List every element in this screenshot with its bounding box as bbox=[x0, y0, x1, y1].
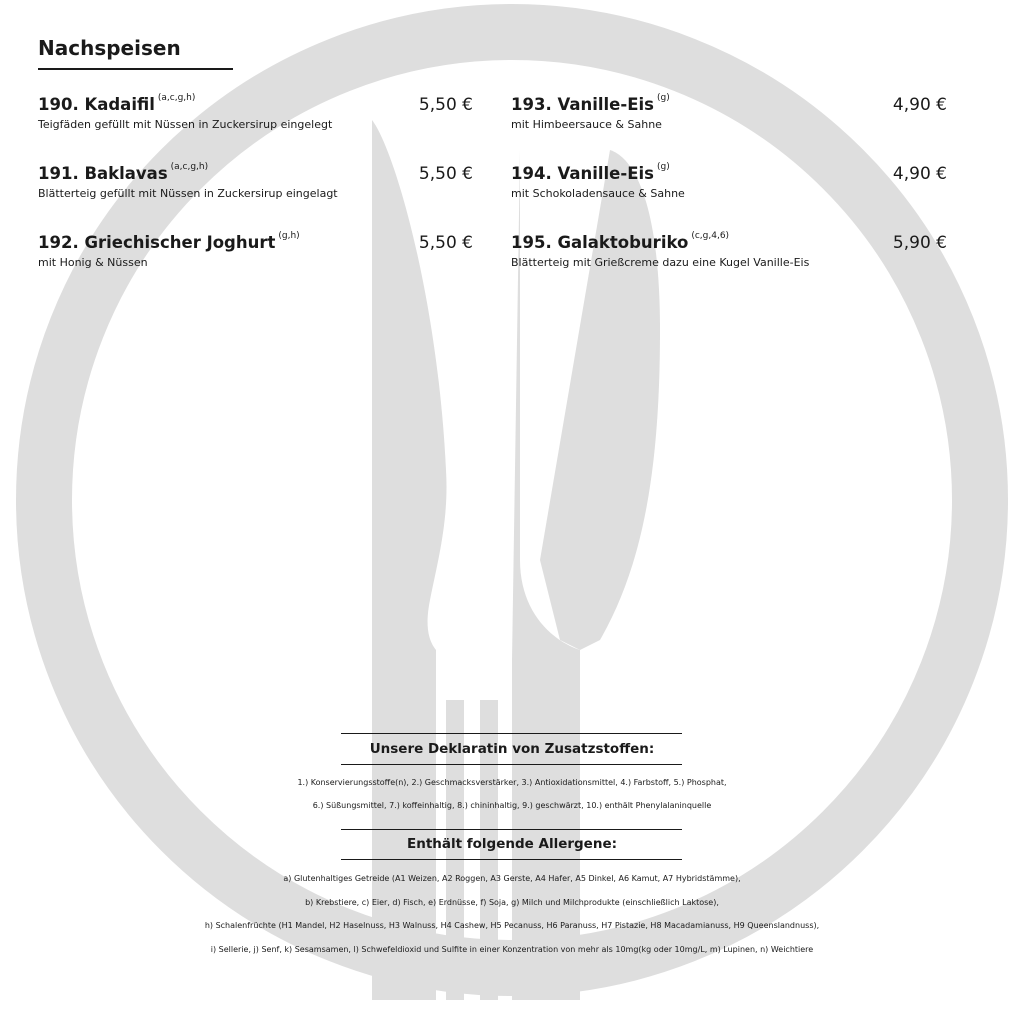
item-description: mit Honig & Nüssen bbox=[38, 256, 148, 269]
item-allergens: (g) bbox=[656, 93, 670, 103]
additives-line: 1.) Konservierungsstoffe(n), 2.) Geschmacksverstärker, 3.) Antioxidationsmittel, 4.) Farbstoff, 5.) Phosphat, bbox=[297, 778, 727, 787]
divider bbox=[341, 859, 682, 860]
menu-item bbox=[511, 164, 685, 200]
item-allergens: (a,c,g,h) bbox=[157, 93, 196, 103]
item-description: Blätterteig gefüllt mit Nüssen in Zuckersirup eingelagt bbox=[38, 187, 338, 200]
allergens-line: i) Sellerie, j) Senf, k) Sesamsamen, l) Schwefeldioxid und Sulfite in einer Konzentration von mehr als 10mg(kg oder 10mg/L, m) Lupinen, n) Weichtiere bbox=[210, 945, 814, 954]
item-price: 4,90 € bbox=[892, 164, 947, 184]
item-allergens: (g) bbox=[656, 162, 670, 172]
menu-item bbox=[38, 95, 332, 131]
item-name: 195. Galaktoburiko $^{(c,g,4,6)}$ bbox=[511, 231, 730, 252]
item-description: Teigfäden gefüllt mit Nüssen in Zuckersirup eingelegt bbox=[38, 118, 333, 131]
item-name: 193. Vanille-Eis $^{(g)}$ bbox=[511, 93, 670, 114]
item-description: mit Himbeersauce & Sahne bbox=[511, 118, 662, 131]
item-name: 194. Vanille-Eis $^{(g)}$ bbox=[511, 162, 670, 183]
item-price: 5,50 € bbox=[418, 164, 473, 184]
divider bbox=[341, 829, 682, 830]
item-description: Blätterteig mit Grießcreme dazu eine Kugel Vanille-Eis bbox=[511, 256, 810, 269]
item-allergens: (c,g,4,6) bbox=[691, 231, 730, 241]
menu-item bbox=[511, 95, 670, 131]
item-description: mit Schokoladensauce & Sahne bbox=[511, 187, 685, 200]
additives-line: 6.) Süßungsmittel, 7.) koffeinhaltig, 8.) chininhaltig, 9.) geschwärzt, 10.) enthält Phenylalaninquelle bbox=[312, 801, 712, 810]
allergens-line: h) Schalenfrüchte (H1 Mandel, H2 Haselnuss, H3 Walnuss, H4 Cashew, H5 Pecanuss, H6 Paranuss, H7 Pistazie, H8 Macadamianuss, H9 Queenslandnuss), bbox=[204, 921, 820, 930]
item-name: 191. Baklavas $^{(a,c,g,h)}$ bbox=[38, 162, 209, 183]
additives-heading: Unsere Deklaratin von Zusatzstoffen: bbox=[369, 741, 655, 757]
item-allergens: (g,h) bbox=[278, 231, 300, 241]
item-price: 4,90 € bbox=[892, 95, 947, 115]
allergens-line: a) Glutenhaltiges Getreide (A1 Weizen, A2 Roggen, A3 Gerste, A4 Hafer, A5 Dinkel, A6 Kamut, A7 Hybridstämme), bbox=[283, 874, 741, 883]
divider bbox=[341, 733, 682, 734]
allergens-heading: Enthält folgende Allergene: bbox=[406, 836, 617, 852]
menu-item bbox=[511, 233, 809, 269]
title-underline bbox=[38, 68, 233, 70]
item-price: 5,50 € bbox=[418, 95, 473, 115]
item-name: 190. Kadaifil $^{(a,c,g,h)}$ bbox=[38, 93, 196, 114]
item-allergens: (a,c,g,h) bbox=[170, 162, 209, 172]
menu-item bbox=[38, 164, 338, 200]
section-title: Nachspeisen bbox=[38, 36, 181, 60]
item-price: 5,90 € bbox=[892, 233, 947, 253]
item-price: 5,50 € bbox=[418, 233, 473, 253]
allergens-line: b) Krebstiere, c) Eier, d) Fisch, e) Erdnüsse, f) Soja, g) Milch und Milchprodukte (einschließlich Laktose), bbox=[305, 898, 719, 907]
menu-item bbox=[38, 233, 300, 269]
item-name: 192. Griechischer Joghurt $^{(g,h)}$ bbox=[38, 231, 300, 252]
divider bbox=[341, 764, 682, 765]
